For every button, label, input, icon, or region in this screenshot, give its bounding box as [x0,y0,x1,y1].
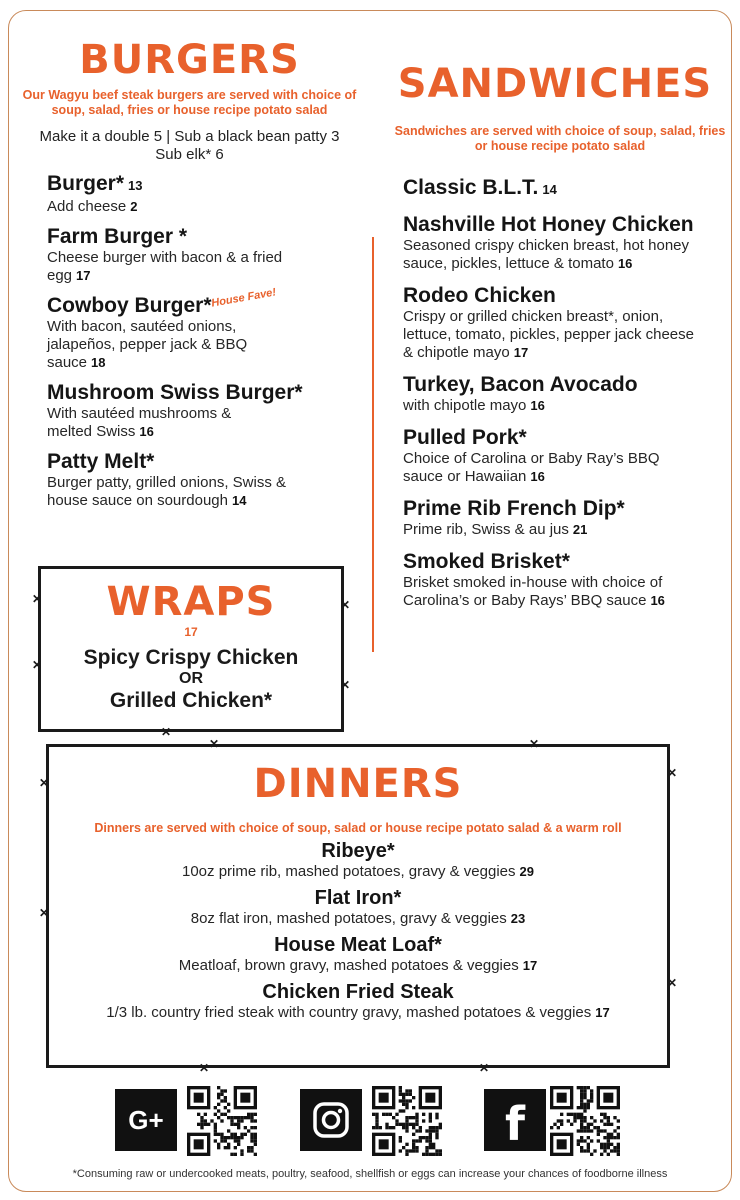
item-description: Brisket smoked in-house with choice of Carolina’s or Baby Rays’ BBQ sauce [403,574,663,609]
menu-item [403,426,730,486]
twig-decoration: ✕ [199,1061,210,1075]
menu-item [403,213,730,273]
item-name: Classic B.L.T. [403,176,539,199]
dinners-title: DINNERS [253,761,463,807]
item-description: Cheese burger with bacon & a fried egg [47,249,283,284]
sandwiches-title: SANDWICHES [397,61,713,107]
wraps-option-1: Spicy Crispy Chicken [83,646,299,669]
twig-decoration: ✕ [161,725,172,739]
twig-decoration: ✕ [666,766,677,780]
menu-item [403,550,730,610]
item-description: 10oz prime rib, mashed potatoes, gravy & veggies [182,863,516,880]
item-name: Chicken Fried Steak [262,981,454,1003]
menu-item [47,172,367,216]
menu-item [49,981,667,1022]
item-price: 16 [650,593,665,608]
menu-item [47,225,367,285]
column-divider [372,237,374,652]
wraps-price: 17 [184,625,198,639]
item-price: 21 [572,522,588,537]
item-price: 17 [595,1005,610,1020]
item-price: 17 [76,268,91,283]
wraps-title: WRAPS [106,579,276,625]
twig-decoration: ✕ [339,598,350,612]
item-price: 16 [617,256,633,271]
item-name: Pulled Pork* [403,426,527,449]
instagram-glyph [311,1100,351,1140]
sandwiches-section [390,60,730,621]
item-price: 16 [139,424,154,439]
burgers-options [12,128,367,164]
item-name: Prime Rib French Dip* [403,497,625,520]
disclaimer: *Consuming raw or undercooked meats, poultry, seafood, shellfish or eggs can increase your chances of foodborne illness [72,1168,668,1180]
twig-decoration: ✕ [339,678,350,692]
instagram-icon[interactable] [300,1089,362,1151]
twig-decoration: ✕ [39,776,50,790]
menu-item [403,176,730,202]
menu-item [49,934,667,975]
item-name: Flat Iron* [314,887,402,909]
item-description: 1/3 lb. country fried steak with country gravy, mashed potatoes & veggies [106,1004,592,1021]
menu-item [49,840,667,881]
menu-item [403,497,730,539]
instagram-qr-code[interactable] [372,1086,442,1156]
burgers-list [47,172,367,510]
burgers-section [12,36,367,519]
item-description: With sautéed mushrooms & melted Swiss [47,405,232,440]
item-name: Ribeye* [321,840,395,862]
house-fave-badge: House Fave! [210,286,277,310]
item-description: Choice of Carolina or Baby Ray’s BBQ sauce or Hawaiian [403,450,660,485]
item-description: Prime rib, Swiss & au jus [403,521,569,538]
item-description: Seasoned crispy chicken breast, hot honey sauce, pickles, lettuce & tomato [403,237,690,272]
menu-item [47,286,367,372]
burgers-note: Our Wagyu beef steak burgers are served with choice of soup, salad, fries or house recipe potato salad [22,88,357,117]
wraps-or: OR [179,670,203,687]
instagram-block[interactable] [300,1086,450,1152]
dinners-section [39,737,677,1075]
menu-item [403,373,730,415]
google-plus-icon[interactable]: G+ [115,1089,177,1151]
menu-item [49,887,667,928]
item-name: Farm Burger * [47,225,188,248]
twig-decoration: ✕ [479,1061,490,1075]
wraps-option-2: Grilled Chicken* [109,689,273,712]
google-plus-qr-code[interactable] [187,1086,257,1156]
item-price: 17 [513,345,529,360]
facebook-icon[interactable]: f [484,1089,546,1151]
item-description: 8oz flat iron, mashed potatoes, gravy & veggies [190,910,507,927]
burgers-options-line1: Make it a double 5 | Sub a black bean patty 3 [39,128,340,145]
item-price: 17 [522,958,538,973]
item-description: Meatloaf, brown gravy, mashed potatoes & veggies [178,957,519,974]
menu-item [47,381,367,441]
item-name: Nashville Hot Honey Chicken [403,213,694,236]
item-name: Burger* [47,172,125,195]
twig-decoration: ✕ [39,906,50,920]
twig-decoration: ✕ [209,737,220,751]
item-description: Add cheese [47,198,127,215]
item-price: 2 [130,199,138,214]
item-name: Smoked Brisket* [403,550,570,573]
item-price: 16 [530,398,545,413]
twig-decoration: ✕ [32,592,43,606]
wraps-section [32,566,350,739]
item-name: Turkey, Bacon Avocado [403,373,638,396]
item-price: 29 [519,864,534,879]
menu-item [403,284,730,362]
item-price: 18 [91,355,106,370]
sandwiches-list [403,176,730,610]
item-description: With bacon, sautéed onions, jalapeños, pepper jack & BBQ sauce [47,318,248,371]
facebook-block[interactable] [484,1086,634,1152]
google-plus-block[interactable] [115,1086,265,1152]
item-price: 14 [231,493,247,508]
twig-decoration: ✕ [529,737,540,751]
sandwiches-note: Sandwiches are served with choice of soup, salad, fries or house recipe potato salad [394,124,726,153]
item-description: with chipotle mayo [403,397,527,414]
item-description: Crispy or grilled chicken breast*, onion, lettuce, tomato, pickles, pepper jack cheese & chipotle mayo [403,308,694,361]
item-name: Patty Melt* [47,450,155,473]
item-name: House Meat Loaf* [274,934,442,956]
dinners-note: Dinners are served with choice of soup, salad or house recipe potato salad & a warm roll [94,821,622,835]
facebook-qr-code[interactable] [550,1086,620,1156]
item-price: 13 [128,178,143,193]
item-price: 23 [510,911,526,926]
item-description: Burger patty, grilled onions, Swiss & house sauce on sourdough [47,474,286,509]
item-name: Cowboy Burger* [47,294,212,317]
item-price: 16 [530,469,545,484]
item-name: Mushroom Swiss Burger* [47,381,303,404]
menu-item [47,450,367,510]
twig-decoration: ✕ [32,658,43,672]
twig-decoration: ✕ [666,976,677,990]
item-name: Rodeo Chicken [403,284,556,307]
burgers-options-line2: Sub elk* 6 [155,146,224,163]
item-price: 14 [542,182,557,197]
burgers-title: BURGERS [79,37,300,83]
